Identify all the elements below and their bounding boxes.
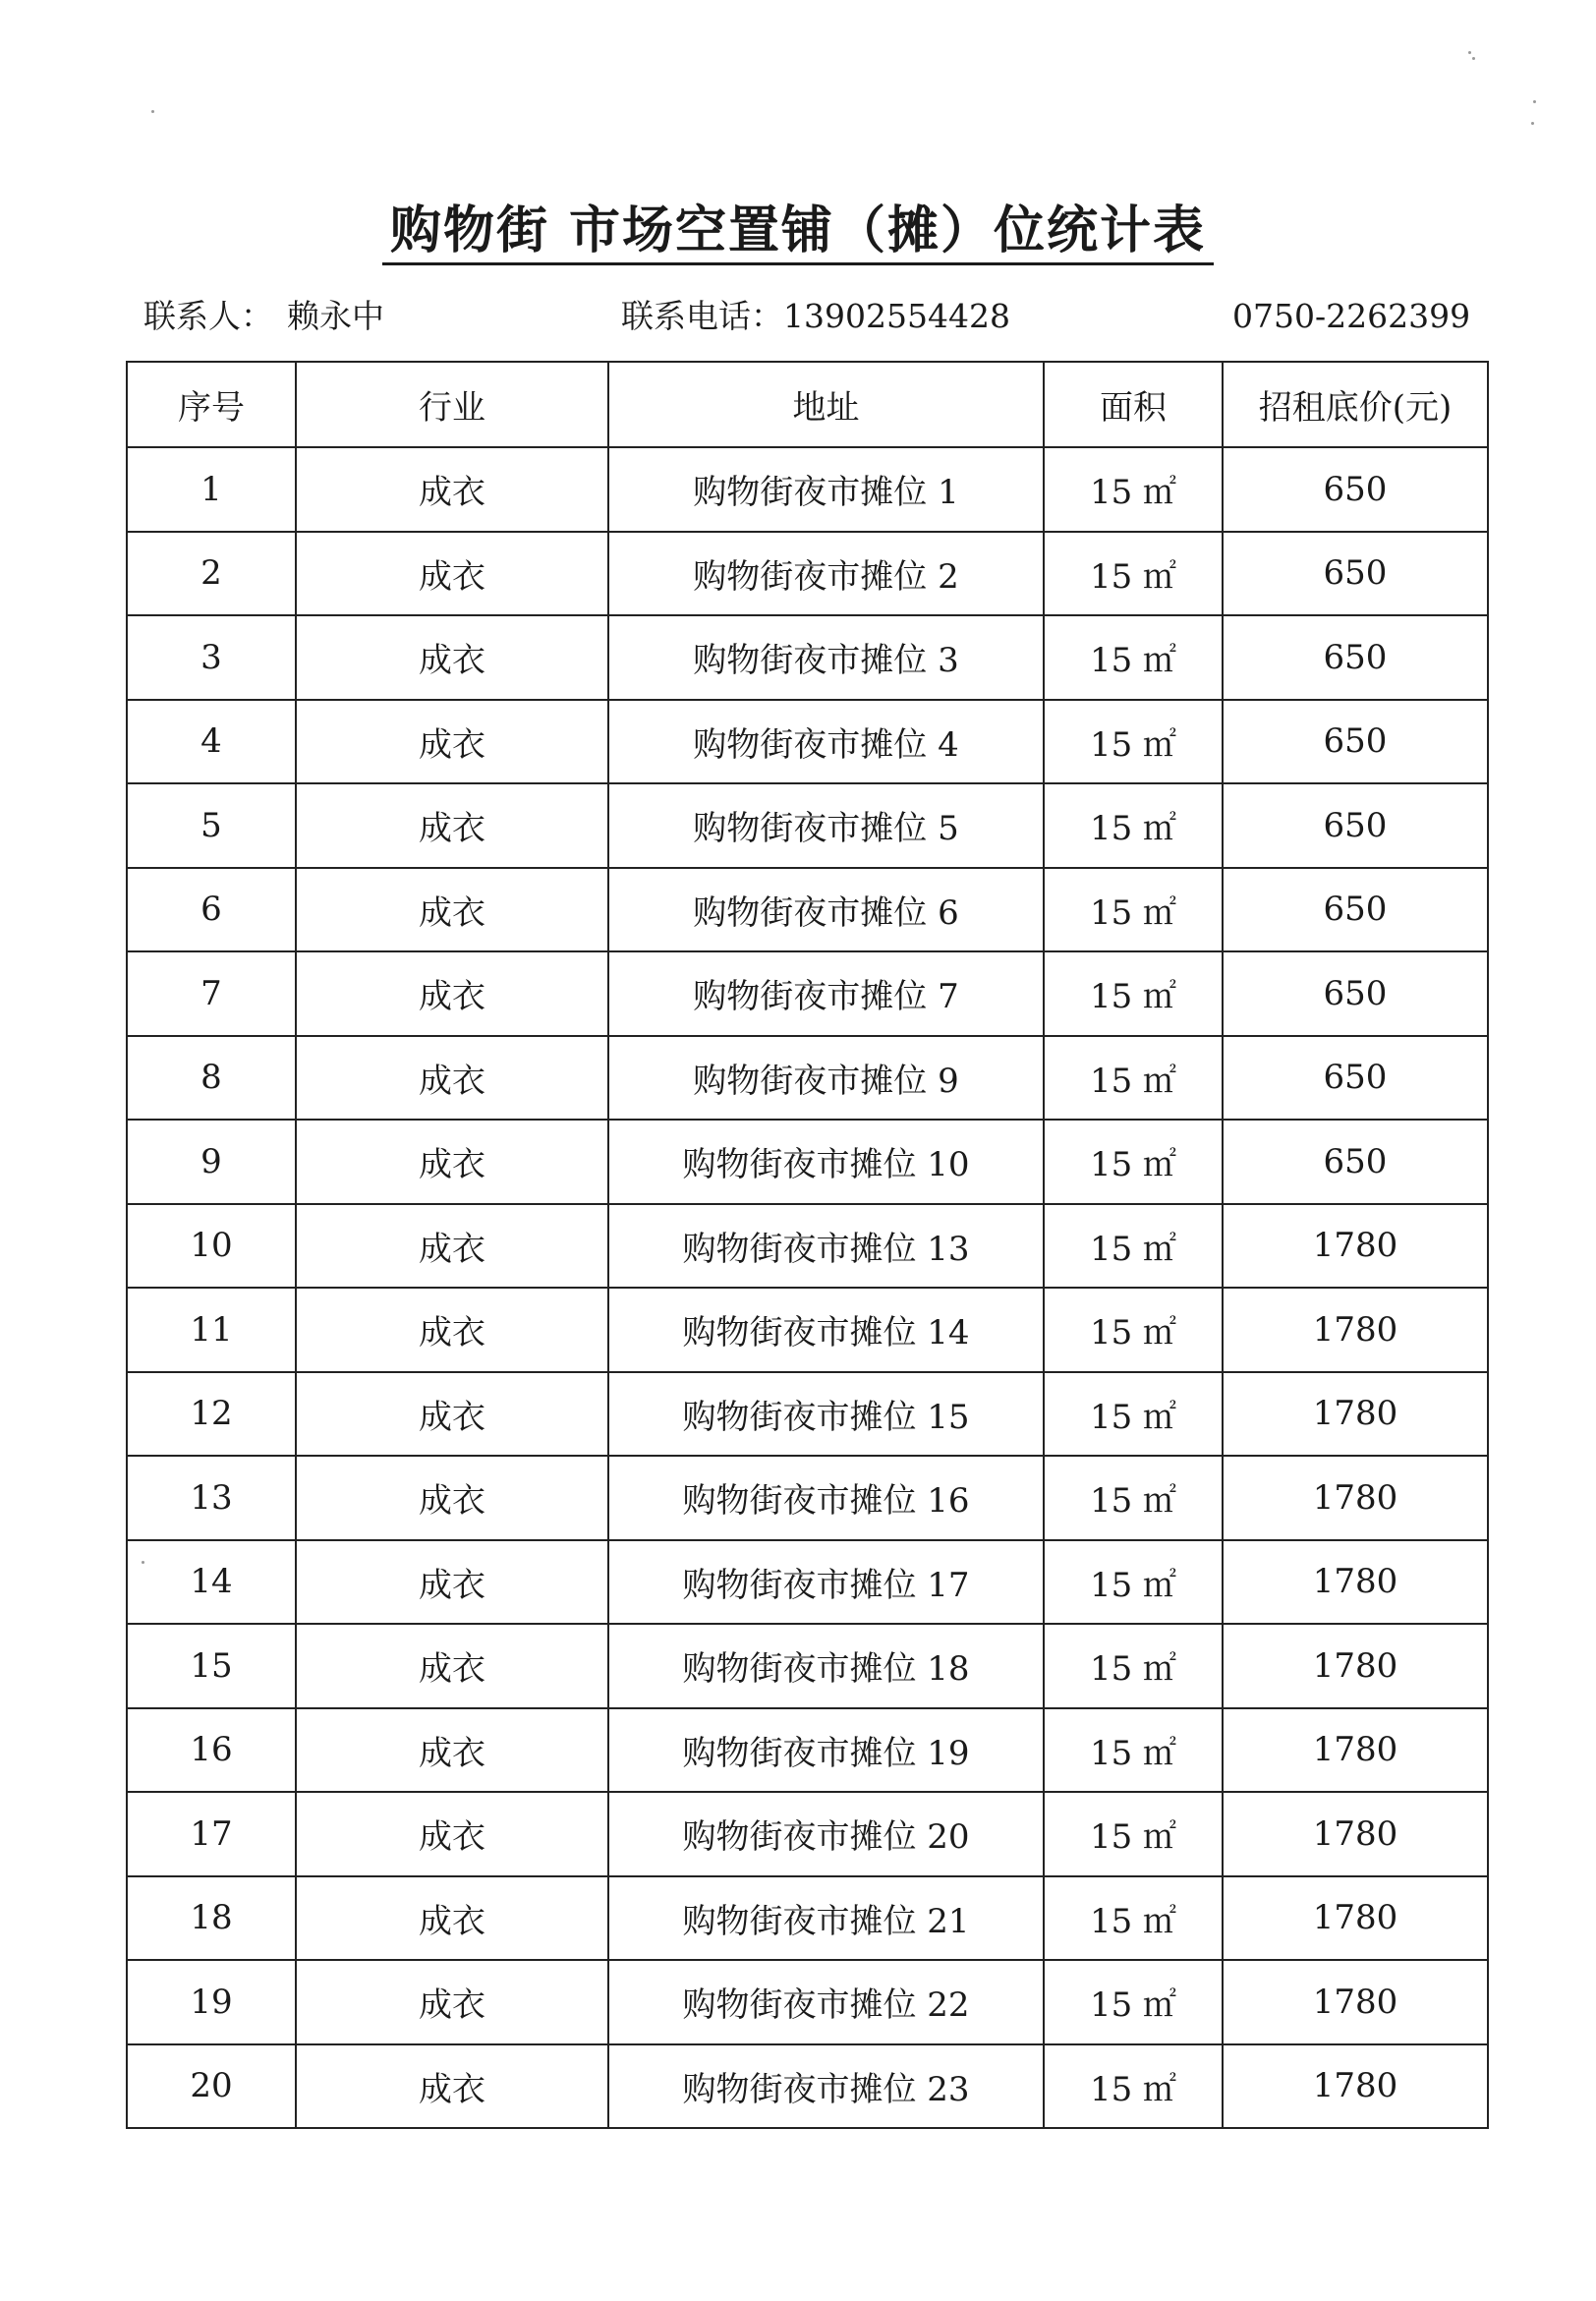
contact-phone-label: 联系电话： xyxy=(621,297,783,335)
contact-phone xyxy=(621,293,1010,340)
cell-address: 购物街夜市摊位 10 xyxy=(608,1120,1044,1204)
table-row xyxy=(127,1204,1488,1289)
cell-index: 18 xyxy=(127,1876,296,1961)
cell-address: 购物街夜市摊位 20 xyxy=(608,1792,1044,1876)
cell-area: 15 ㎡ xyxy=(1044,1624,1223,1708)
cell-industry: 成衣 xyxy=(296,700,608,784)
cell-address: 购物街夜市摊位 23 xyxy=(608,2044,1044,2129)
cell-index: 19 xyxy=(127,1960,296,2044)
cell-address: 购物街夜市摊位 22 xyxy=(608,1960,1044,2044)
contact-tel xyxy=(1232,293,1470,340)
cell-price: 650 xyxy=(1223,783,1488,868)
cell-price: 1780 xyxy=(1223,1708,1488,1793)
table-row xyxy=(127,1876,1488,1961)
cell-industry: 成衣 xyxy=(296,1624,608,1708)
cell-index: 3 xyxy=(127,615,296,700)
cell-price: 1780 xyxy=(1223,1204,1488,1289)
cell-area: 15 ㎡ xyxy=(1044,2044,1223,2129)
header-industry: 行业 xyxy=(296,362,608,447)
cell-industry: 成衣 xyxy=(296,951,608,1036)
cell-area: 15 ㎡ xyxy=(1044,1708,1223,1793)
table-row xyxy=(127,1624,1488,1708)
cell-area: 15 ㎡ xyxy=(1044,1120,1223,1204)
cell-index: 20 xyxy=(127,2044,296,2129)
table-row xyxy=(127,1456,1488,1540)
table-body xyxy=(127,447,1488,2128)
cell-address: 购物街夜市摊位 7 xyxy=(608,951,1044,1036)
cell-address: 购物街夜市摊位 16 xyxy=(608,1456,1044,1540)
table-row xyxy=(127,1960,1488,2044)
cell-industry: 成衣 xyxy=(296,1036,608,1121)
cell-index: 7 xyxy=(127,951,296,1036)
cell-index: 1 xyxy=(127,447,296,532)
cell-price: 1780 xyxy=(1223,1624,1488,1708)
header-area: 面积 xyxy=(1044,362,1223,447)
cell-price: 650 xyxy=(1223,700,1488,784)
cell-address: 购物街夜市摊位 4 xyxy=(608,700,1044,784)
table-row xyxy=(127,868,1488,952)
table-row xyxy=(127,1036,1488,1121)
cell-area: 15 ㎡ xyxy=(1044,1540,1223,1625)
contact-tel-value: 0750-2262399 xyxy=(1232,297,1471,335)
cell-area: 15 ㎡ xyxy=(1044,615,1223,700)
cell-area: 15 ㎡ xyxy=(1044,783,1223,868)
page-title xyxy=(0,197,1596,265)
cell-index: 14 xyxy=(127,1540,296,1625)
cell-price: 1780 xyxy=(1223,1288,1488,1372)
contact-person-label: 联系人： xyxy=(143,297,273,335)
cell-area: 15 ㎡ xyxy=(1044,1876,1223,1961)
contact-person xyxy=(143,293,384,340)
cell-address: 购物街夜市摊位 6 xyxy=(608,868,1044,952)
cell-industry: 成衣 xyxy=(296,1372,608,1457)
cell-area: 15 ㎡ xyxy=(1044,1288,1223,1372)
cell-address: 购物街夜市摊位 5 xyxy=(608,783,1044,868)
cell-address: 购物街夜市摊位 9 xyxy=(608,1036,1044,1121)
table-row xyxy=(127,1288,1488,1372)
scan-speck xyxy=(1468,51,1471,54)
cell-address: 购物街夜市摊位 17 xyxy=(608,1540,1044,1625)
cell-industry: 成衣 xyxy=(296,1204,608,1289)
cell-index: 11 xyxy=(127,1288,296,1372)
cell-industry: 成衣 xyxy=(296,447,608,532)
scan-speck xyxy=(1533,100,1536,103)
cell-area: 15 ㎡ xyxy=(1044,447,1223,532)
cell-area: 15 ㎡ xyxy=(1044,700,1223,784)
cell-industry: 成衣 xyxy=(296,1288,608,1372)
cell-address: 购物街夜市摊位 3 xyxy=(608,615,1044,700)
cell-index: 13 xyxy=(127,1456,296,1540)
cell-price: 1780 xyxy=(1223,1876,1488,1961)
cell-industry: 成衣 xyxy=(296,1708,608,1793)
cell-price: 1780 xyxy=(1223,1540,1488,1625)
cell-industry: 成衣 xyxy=(296,1792,608,1876)
cell-industry: 成衣 xyxy=(296,1540,608,1625)
table-row xyxy=(127,700,1488,784)
cell-index: 2 xyxy=(127,532,296,616)
cell-index: 10 xyxy=(127,1204,296,1289)
cell-index: 17 xyxy=(127,1792,296,1876)
cell-industry: 成衣 xyxy=(296,783,608,868)
cell-area: 15 ㎡ xyxy=(1044,1372,1223,1457)
scan-speck xyxy=(151,110,154,113)
cell-address: 购物街夜市摊位 15 xyxy=(608,1372,1044,1457)
table-row xyxy=(127,2044,1488,2129)
cell-industry: 成衣 xyxy=(296,615,608,700)
contact-phone-value: 13902554428 xyxy=(783,297,1010,335)
table-row xyxy=(127,532,1488,616)
cell-address: 购物街夜市摊位 13 xyxy=(608,1204,1044,1289)
cell-industry: 成衣 xyxy=(296,1960,608,2044)
cell-area: 15 ㎡ xyxy=(1044,868,1223,952)
cell-price: 650 xyxy=(1223,1036,1488,1121)
cell-index: 6 xyxy=(127,868,296,952)
cell-address: 购物街夜市摊位 14 xyxy=(608,1288,1044,1372)
cell-industry: 成衣 xyxy=(296,2044,608,2129)
cell-area: 15 ㎡ xyxy=(1044,1204,1223,1289)
table-row xyxy=(127,783,1488,868)
cell-index: 4 xyxy=(127,700,296,784)
cell-price: 650 xyxy=(1223,447,1488,532)
cell-industry: 成衣 xyxy=(296,1456,608,1540)
header-address: 地址 xyxy=(608,362,1044,447)
cell-price: 1780 xyxy=(1223,1960,1488,2044)
cell-address: 购物街夜市摊位 1 xyxy=(608,447,1044,532)
table-row xyxy=(127,447,1488,532)
table-row xyxy=(127,1708,1488,1793)
cell-area: 15 ㎡ xyxy=(1044,1036,1223,1121)
table-row xyxy=(127,951,1488,1036)
scan-speck xyxy=(1472,57,1475,60)
cell-area: 15 ㎡ xyxy=(1044,951,1223,1036)
cell-index: 16 xyxy=(127,1708,296,1793)
cell-index: 15 xyxy=(127,1624,296,1708)
cell-price: 650 xyxy=(1223,1120,1488,1204)
header-index: 序号 xyxy=(127,362,296,447)
stall-table xyxy=(126,361,1489,2129)
cell-address: 购物街夜市摊位 21 xyxy=(608,1876,1044,1961)
cell-price: 1780 xyxy=(1223,1792,1488,1876)
cell-industry: 成衣 xyxy=(296,868,608,952)
cell-industry: 成衣 xyxy=(296,532,608,616)
table-row xyxy=(127,1372,1488,1457)
cell-address: 购物街夜市摊位 18 xyxy=(608,1624,1044,1708)
cell-area: 15 ㎡ xyxy=(1044,1792,1223,1876)
cell-area: 15 ㎡ xyxy=(1044,1456,1223,1540)
table-header-row xyxy=(127,362,1488,447)
cell-price: 650 xyxy=(1223,615,1488,700)
table-row xyxy=(127,615,1488,700)
cell-index: 8 xyxy=(127,1036,296,1121)
cell-price: 650 xyxy=(1223,951,1488,1036)
cell-index: 5 xyxy=(127,783,296,868)
cell-price: 1780 xyxy=(1223,1456,1488,1540)
cell-address: 购物街夜市摊位 2 xyxy=(608,532,1044,616)
table-row xyxy=(127,1792,1488,1876)
cell-price: 650 xyxy=(1223,868,1488,952)
cell-industry: 成衣 xyxy=(296,1120,608,1204)
cell-index: 9 xyxy=(127,1120,296,1204)
cell-address: 购物街夜市摊位 19 xyxy=(608,1708,1044,1793)
cell-industry: 成衣 xyxy=(296,1876,608,1961)
cell-price: 1780 xyxy=(1223,2044,1488,2129)
header-price: 招租底价(元) xyxy=(1223,362,1488,447)
scan-speck xyxy=(1531,122,1534,125)
table-row xyxy=(127,1120,1488,1204)
cell-price: 650 xyxy=(1223,532,1488,616)
cell-area: 15 ㎡ xyxy=(1044,532,1223,616)
cell-area: 15 ㎡ xyxy=(1044,1960,1223,2044)
contact-person-value: 赖永中 xyxy=(287,297,384,335)
table-row xyxy=(127,1540,1488,1625)
cell-price: 1780 xyxy=(1223,1372,1488,1457)
cell-index: 12 xyxy=(127,1372,296,1457)
page-title-text: 购物街 市场空置铺（摊）位统计表 xyxy=(382,201,1214,265)
